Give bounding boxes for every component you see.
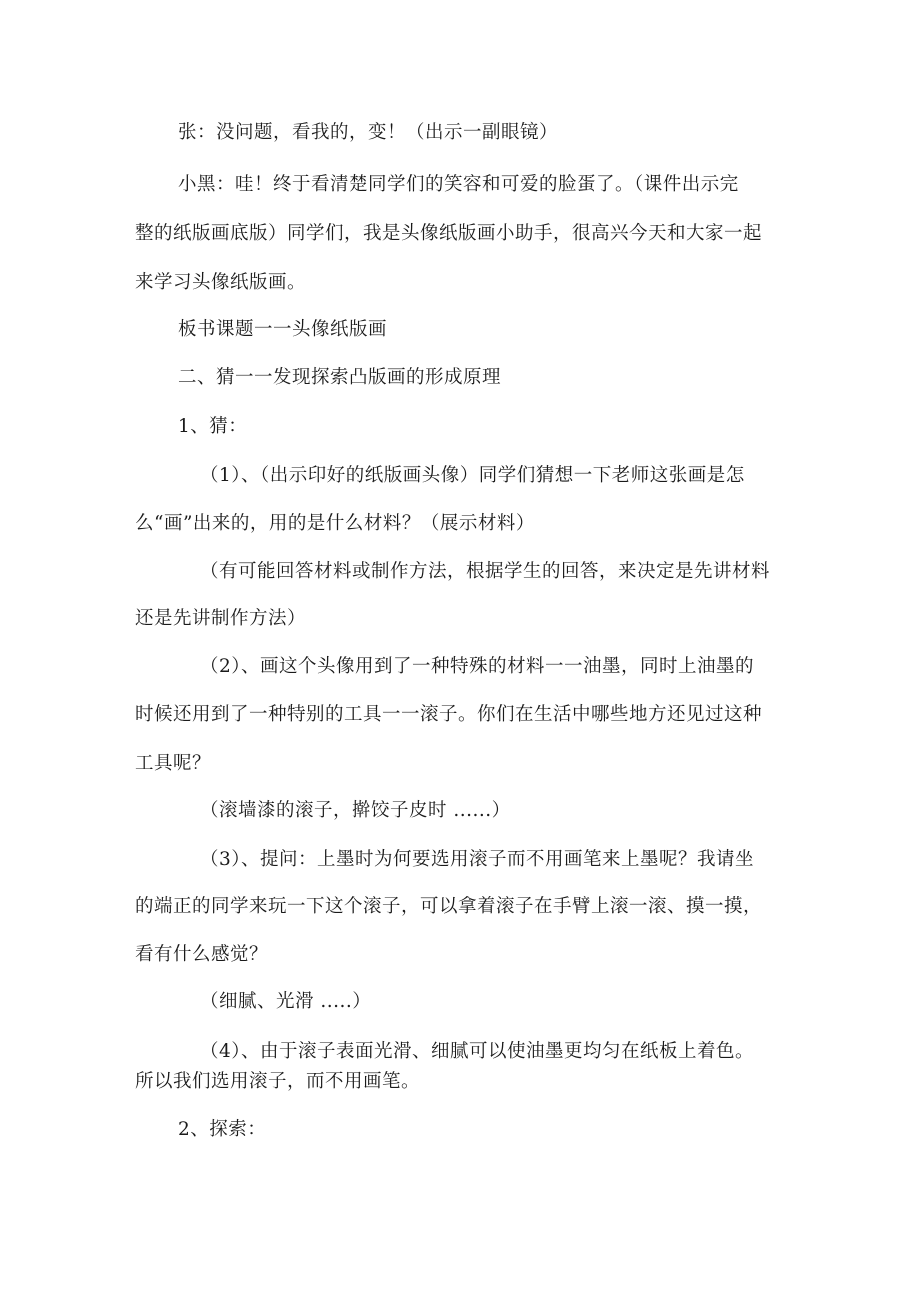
- note-line-1: （有可能回答材料或制作方法，根据学生的回答，来决定是先讲材料: [200, 561, 771, 582]
- dialogue-xiaohei-line-3: 来学习头像纸版画。: [135, 272, 307, 293]
- subsection-guess: 1、猜：: [178, 416, 248, 437]
- item-2-line-3: 工具呢？: [135, 753, 212, 774]
- answer-texture: （细腻、光滑 .....）: [200, 991, 372, 1012]
- item-2-line-1: （2）、画这个头像用到了一种特殊的材料一一油墨，同时上油墨的: [200, 656, 755, 677]
- dialogue-zhang: 张：没问题，看我的，变！（出示一副眼镜）: [178, 122, 559, 143]
- item-3-line-3: 看有什么感觉？: [135, 944, 269, 965]
- subsection-explore: 2、探索：: [178, 1119, 267, 1140]
- board-title: 板书课题一一头像纸版画: [178, 319, 388, 340]
- section-heading-2: 二、猜一一发现探索凸版画的形成原理: [178, 367, 502, 388]
- item-3-line-1: （3）、提问：上墨时为何要选用滚子而不用画笔来上墨呢？我请坐: [200, 849, 755, 870]
- dialogue-xiaohei-line-1: 小黑：哇！终于看清楚同学们的笑容和可爱的脸蛋了。（课件出示完: [178, 174, 739, 195]
- item-4-line-1: （4）、由于滚子表面光滑、细腻可以使油墨更均匀在纸板上着色。: [200, 1041, 755, 1062]
- dialogue-xiaohei-line-2: 整的纸版画底版）同学们，我是头像纸版画小助手，很高兴今天和大家一起: [135, 223, 763, 244]
- item-4-line-2: 所以我们选用滚子，而不用画笔。: [135, 1071, 421, 1092]
- item-2-line-2: 时候还用到了一种特别的工具一一滚子。你们在生活中哪些地方还见过这种: [135, 704, 763, 725]
- item-1-line-1: （1）、（出示印好的纸版画头像）同学们猜想一下老师这张画是怎: [200, 465, 745, 486]
- note-line-2: 还是先讲制作方法）: [135, 608, 307, 629]
- item-1-line-2: 么“画”出来的，用的是什么材料？（展示材料）: [135, 513, 535, 534]
- answer-roller: （滚墙漆的滚子，擀饺子皮时 ......）: [200, 800, 511, 821]
- item-3-line-2: 的端正的同学来玩一下这个滚子，可以拿着滚子在手臂上滚一滚、摸一摸，: [135, 896, 763, 917]
